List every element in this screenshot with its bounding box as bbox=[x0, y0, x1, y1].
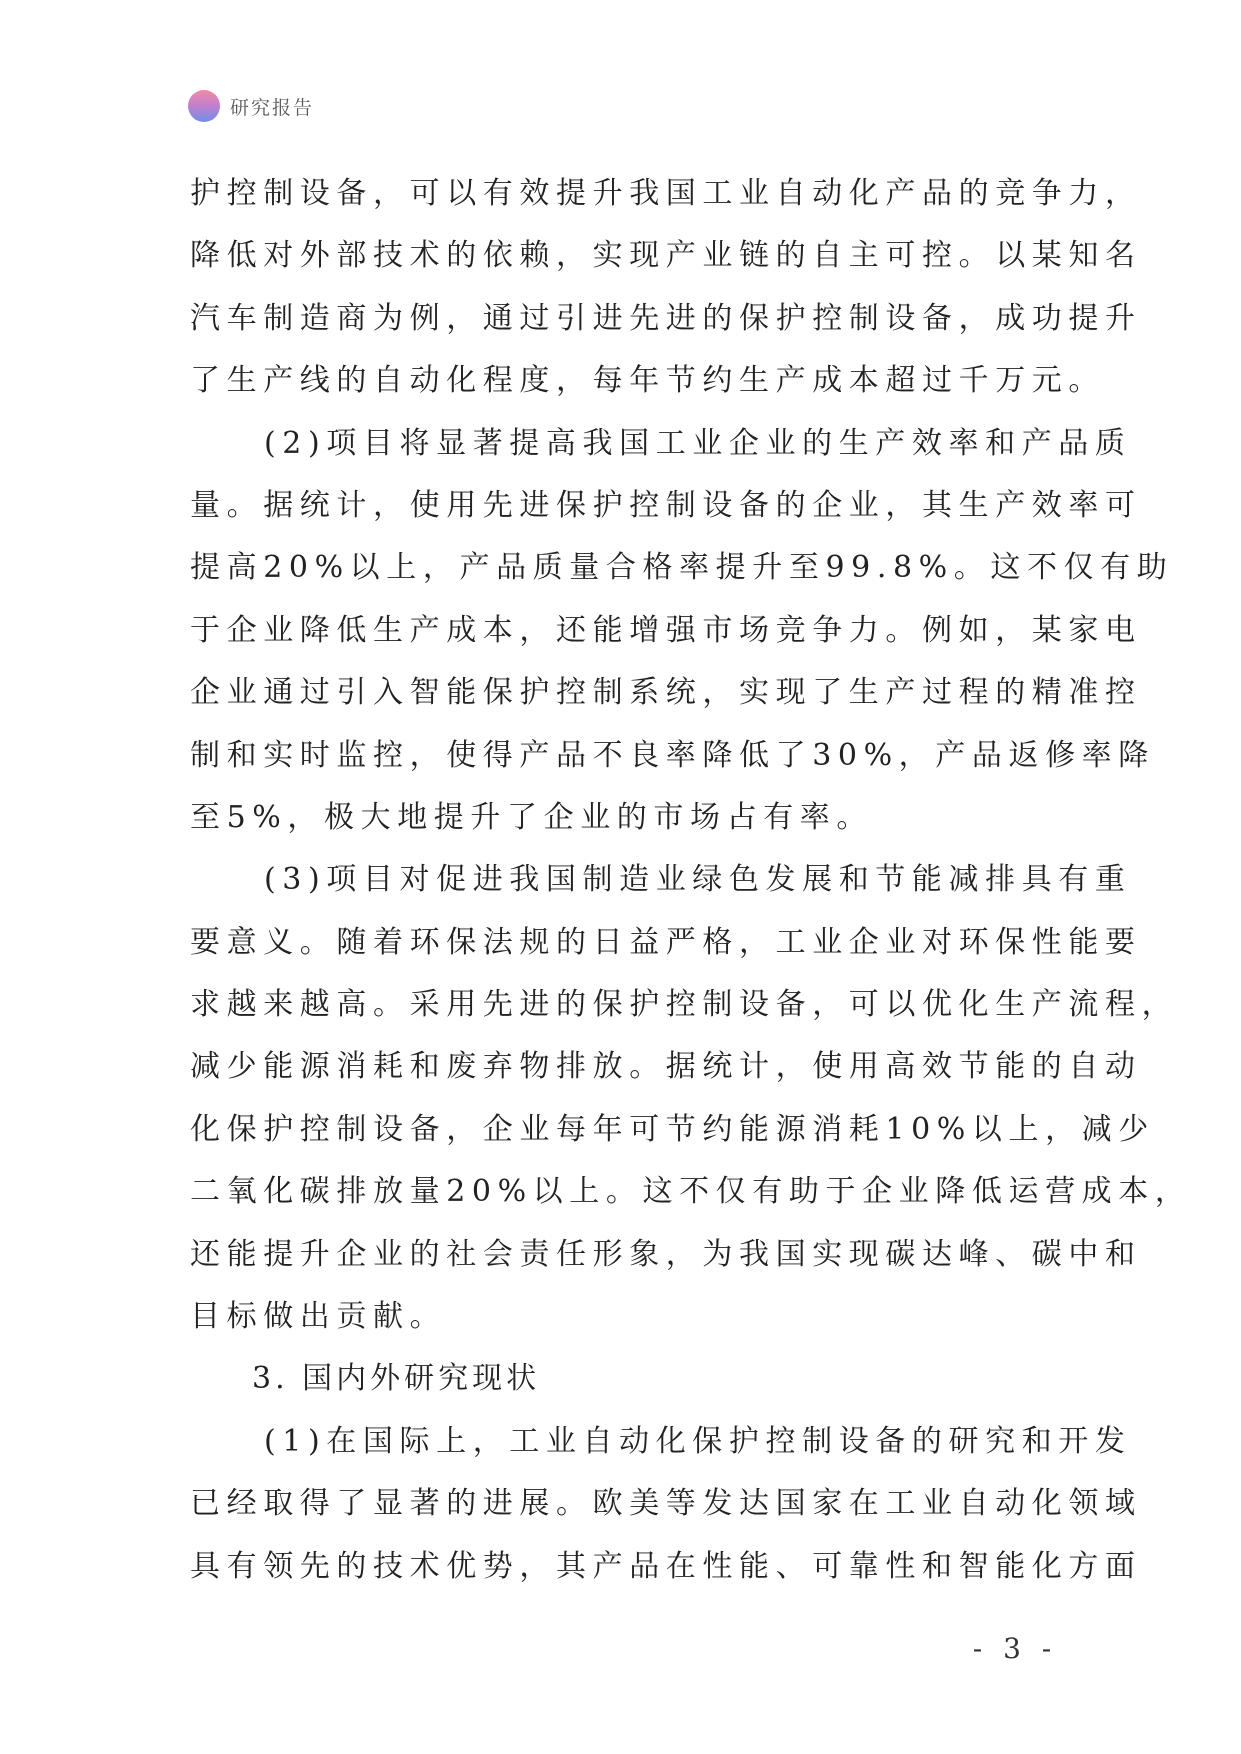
text-line: 于企业降低生产成本，还能增强市场竞争力。例如，某家电 bbox=[190, 612, 1142, 648]
text-line: 二氧化碳排放量20%以上。这不仅有助于企业降低运营成本， bbox=[190, 1174, 1192, 1210]
text-line: 企业通过引入智能保护控制系统，实现了生产过程的精准控 bbox=[190, 675, 1142, 711]
text-line: 降低对外部技术的依赖，实现产业链的自主可控。以某知名 bbox=[190, 238, 1142, 274]
text-line: 了生产线的自动化程度，每年节约生产成本超过千万元。 bbox=[190, 363, 1105, 399]
text-line: 具有领先的技术优势，其产品在性能、可靠性和智能化方面 bbox=[190, 1548, 1142, 1584]
section-heading: 3. 国内外研究现状 bbox=[252, 1361, 541, 1397]
header-title: 研究报告 bbox=[230, 96, 315, 119]
text-line: 求越来越高。采用先进的保护控制设备，可以优化生产流程， bbox=[190, 987, 1179, 1023]
text-line: 化保护控制设备，企业每年可节约能源消耗10%以上，减少 bbox=[190, 1111, 1155, 1147]
paragraph-start-2: (2)项目将显著提高我国工业企业的生产效率和产品质 bbox=[264, 425, 1132, 461]
text-line: 已经取得了显著的进展。欧美等发达国家在工业自动化领域 bbox=[190, 1486, 1142, 1522]
text-line: 提高20%以上，产品质量合格率提升至99.8%。这不仅有助 bbox=[190, 550, 1174, 586]
paragraph-start-3: (3)项目对促进我国制造业绿色发展和节能减排具有重 bbox=[264, 862, 1132, 898]
text-line: 目标做出贡献。 bbox=[190, 1299, 447, 1335]
text-line: 量。据统计，使用先进保护控制设备的企业，其生产效率可 bbox=[190, 487, 1142, 523]
page-number: - 3 - bbox=[972, 1632, 1058, 1665]
paragraph-start-international: (1)在国际上，工业自动化保护控制设备的研究和开发 bbox=[264, 1423, 1132, 1459]
text-line: 制和实时监控，使得产品不良率降低了30%，产品返修率降 bbox=[190, 737, 1155, 773]
page-header bbox=[188, 88, 314, 124]
text-line: 要意义。随着环保法规的日益严格，工业企业对环保性能要 bbox=[190, 924, 1142, 960]
text-line: 汽车制造商为例，通过引进先进的保护控制设备，成功提升 bbox=[190, 300, 1142, 336]
text-line: 还能提升企业的社会责任形象，为我国实现碳达峰、碳中和 bbox=[190, 1236, 1142, 1272]
report-logo-icon bbox=[188, 90, 220, 122]
document-body bbox=[190, 163, 1192, 1598]
text-line: 护控制设备，可以有效提升我国工业自动化产品的竞争力， bbox=[190, 176, 1142, 211]
text-line: 至5%，极大地提升了企业的市场占有率。 bbox=[190, 799, 873, 835]
text-line: 减少能源消耗和废弃物排放。据统计，使用高效节能的自动 bbox=[190, 1049, 1142, 1085]
